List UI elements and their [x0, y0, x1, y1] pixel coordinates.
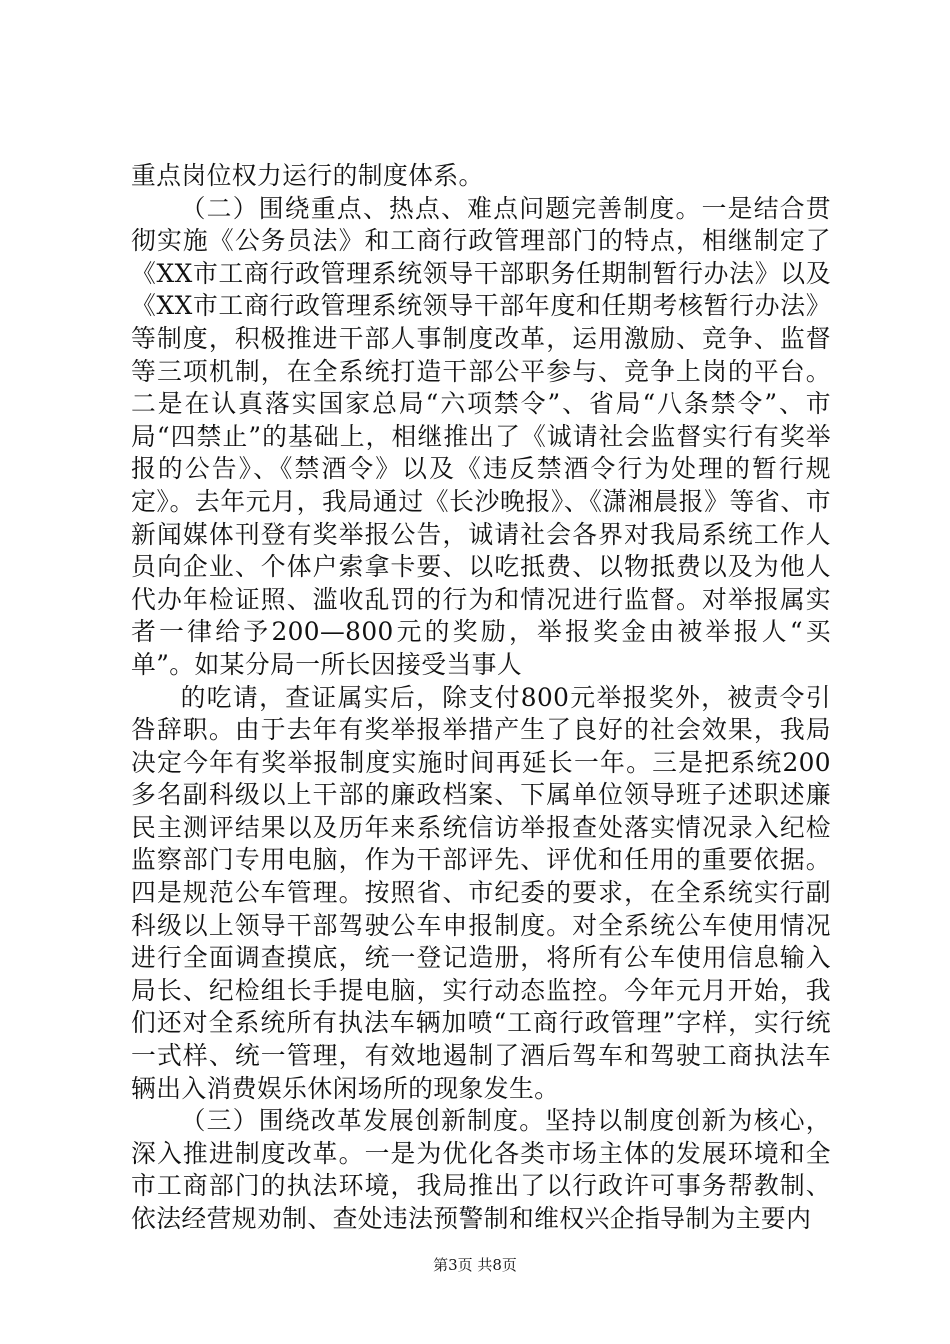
document-body: [131, 160, 831, 1236]
paragraph-continuation: 重点岗位权力运行的制度体系。: [131, 161, 484, 190]
paragraph-section-two: （二）围绕重点、热点、难点问题完善制度。一是结合贯彻实施《公务员法》和工商行政管理部门的特点，相继制定了《XX市工商行政管理系统领导干部职务任期制暂行办法》以及《XX市工商行政管理系统领导干部年度和任期考核暂行办法》等制度，积极推进干部人事制度改革，运用激励、竞争、监督等三项机制，在全系统打造干部公平参与、竞争上岗的平台。二是在认真落实国家总局“六项禁令”、省局“八条禁令”、市局“四禁止”的基础上，相继推出了《诚请社会监督实行有奖举报的公告》、《禁酒令》以及《违反禁酒令行为处理的暂行规定》。去年元月，我局通过《长沙晚报》、《潇湘晨报》等省、市新闻媒体刊登有奖举报公告，诚请社会各界对我局系统工作人员向企业、个体户索拿卡要、以吃抵费、以物抵费以及为他人代办年检证照、滥收乱罚的行为和情况进行监督。对举报属实者一律给予200—800元的奖励，举报奖金由被举报人“买单”。如某分局一所长因接受当事人: [131, 193, 831, 679]
page-number-footer: 第3页 共8页: [433, 1256, 517, 1274]
paragraph-section-three: （三）围绕改革发展创新制度。坚持以制度创新为核心，深入推进制度改革。一是为优化各类市场主体的发展环境和全市工商部门的执法环境，我局推出了以行政许可事务帮教制、依法经营规劝制、查处违法预警制和维权兴企指导制为主要内: [131, 1106, 831, 1233]
paragraph-section-two-continued: 的吃请，查证属实后，除支付800元举报奖外，被责令引咎辞职。由于去年有奖举报举措产生了良好的社会效果，我局决定今年有奖举报制度实施时间再延长一年。三是把系统200多名副科级以上干部的廉政档案、下属单位领导班子述职述廉民主测评结果以及历年来系统信访举报查处落实情况录入纪检监察部门专用电脑，作为干部评先、评优和任用的重要依据。四是规范公车管理。按照省、市纪委的要求，在全系统实行副科级以上领导干部驾驶公车申报制度。对全系统公车使用情况进行全面调查摸底，统一登记造册，将所有公车使用信息输入局长、纪检组长手提电脑，实行动态监控。今年元月开始，我们还对全系统所有执法车辆加喷“工商行政管理”字样，实行统一式样、统一管理，有效地遏制了酒后驾车和驾驶工商执法车辆出入消费娱乐休闲场所的现象发生。: [131, 682, 831, 1103]
